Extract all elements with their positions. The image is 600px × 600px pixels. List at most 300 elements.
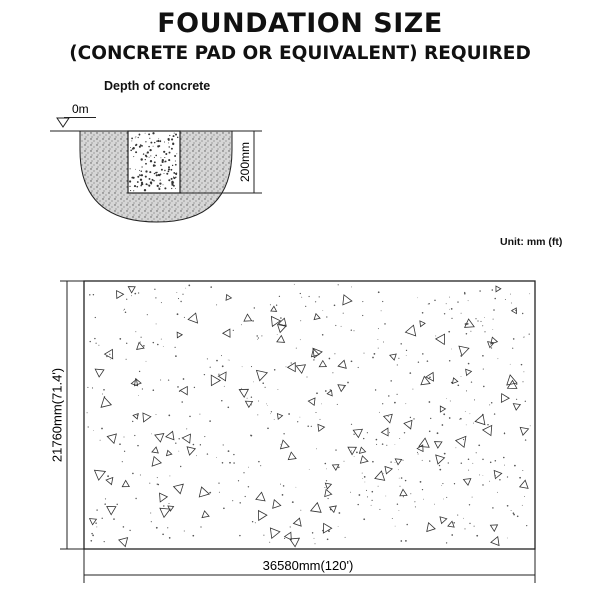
texture-dot: [189, 416, 191, 418]
texture-dot: [280, 317, 282, 319]
texture-dot: [519, 477, 521, 479]
texture-dot: [351, 450, 352, 451]
texture-dot: [228, 360, 229, 361]
texture-dot: [100, 440, 101, 441]
texture-dot: [296, 348, 297, 349]
texture-dot: [251, 366, 252, 367]
ground-level-label: 0m: [72, 102, 89, 116]
texture-dot: [397, 364, 398, 365]
texture-dot: [141, 337, 142, 338]
texture-dot: [282, 494, 284, 496]
texture-dot: [489, 481, 490, 482]
texture-dot: [216, 304, 217, 305]
texture-dot: [382, 443, 384, 445]
texture-dot: [252, 521, 253, 522]
texture-dot: [472, 463, 473, 464]
texture-dot: [309, 469, 310, 470]
texture-dot: [362, 315, 363, 316]
texture-dot: [494, 298, 496, 300]
texture-dot: [330, 389, 331, 390]
texture-dot: [376, 439, 378, 441]
texture-dot: [252, 320, 254, 322]
texture-dot: [443, 413, 445, 415]
texture-dot: [87, 412, 88, 413]
texture-dot: [400, 343, 401, 344]
texture-dot: [479, 290, 481, 292]
texture-dot: [463, 439, 464, 440]
texture-dot: [383, 342, 384, 343]
texture-dot: [439, 465, 440, 466]
texture-dot: [300, 339, 301, 340]
texture-dot: [492, 507, 494, 509]
texture-dot: [124, 437, 125, 438]
texture-dot: [126, 343, 127, 344]
texture-dot: [169, 475, 170, 476]
texture-dot: [338, 526, 339, 527]
texture-dot: [491, 347, 492, 348]
texture-dot: [429, 431, 431, 433]
texture-dot: [389, 432, 390, 433]
texture-dot: [372, 357, 374, 359]
depth-label: 200mm: [238, 141, 253, 183]
texture-dot: [388, 395, 389, 396]
texture-dot: [404, 432, 405, 433]
texture-dot: [253, 382, 254, 383]
texture-dot: [484, 331, 485, 332]
texture-dot: [103, 389, 105, 391]
texture-dot: [522, 313, 523, 314]
texture-dot: [324, 463, 326, 465]
texture-dot: [319, 296, 320, 297]
texture-dot: [427, 360, 429, 362]
texture-dot: [351, 424, 352, 425]
texture-dot: [422, 312, 424, 314]
texture-dot: [371, 505, 372, 506]
texture-dot: [155, 297, 156, 298]
texture-dot: [267, 405, 268, 406]
width-label: 36580mm(120'): [262, 558, 354, 573]
texture-dot: [417, 452, 418, 453]
texture-dot: [181, 401, 183, 403]
texture-dot: [366, 490, 367, 491]
texture-dot: [334, 353, 335, 354]
texture-dot: [446, 398, 447, 399]
texture-dot: [415, 506, 416, 507]
texture-dot: [429, 401, 431, 403]
texture-dot: [257, 414, 258, 415]
texture-dot: [204, 436, 205, 437]
texture-dot: [162, 533, 164, 535]
texture-dot: [507, 538, 508, 539]
texture-dot: [277, 389, 278, 390]
texture-dot: [523, 337, 524, 338]
texture-dot: [167, 527, 168, 528]
texture-dot: [232, 500, 233, 501]
texture-dot: [183, 378, 185, 380]
texture-dot: [157, 344, 159, 346]
texture-dot: [345, 537, 346, 538]
texture-dot: [193, 444, 195, 446]
texture-dot: [522, 470, 523, 471]
texture-dot: [526, 525, 527, 526]
texture-dot: [315, 412, 316, 413]
texture-dot: [381, 310, 382, 311]
texture-dot: [468, 470, 469, 471]
texture-dot: [305, 306, 306, 307]
texture-dot: [429, 460, 430, 461]
texture-dot: [248, 467, 249, 468]
texture-dot: [521, 364, 523, 366]
texture-dot: [465, 411, 466, 412]
texture-dot: [94, 338, 95, 339]
texture-dot: [374, 353, 376, 355]
texture-dot: [119, 338, 121, 340]
page-title: FOUNDATION SIZE: [157, 8, 443, 39]
texture-dot: [163, 505, 164, 506]
texture-dot: [463, 518, 464, 519]
texture-dot: [142, 388, 143, 389]
texture-dot: [277, 334, 278, 335]
texture-dot: [399, 486, 400, 487]
texture-dot: [283, 485, 285, 487]
texture-dot: [525, 439, 526, 440]
texture-dot: [422, 353, 424, 355]
texture-dot: [524, 496, 525, 497]
texture-dot: [401, 477, 403, 479]
texture-dot: [261, 335, 262, 336]
texture-dot: [399, 478, 400, 479]
texture-dot: [329, 358, 331, 360]
texture-dot: [453, 522, 455, 524]
texture-dot: [188, 285, 190, 287]
texture-dot: [406, 355, 407, 356]
texture-dot: [441, 485, 442, 486]
texture-dot: [262, 382, 264, 384]
texture-dot: [505, 299, 506, 300]
texture-dot: [490, 462, 492, 464]
texture-dot: [351, 330, 352, 331]
texture-dot: [88, 426, 89, 427]
texture-dot: [151, 521, 152, 522]
texture-dot: [351, 360, 353, 362]
texture-dot: [392, 518, 393, 519]
texture-dot: [313, 359, 314, 360]
texture-dot: [507, 476, 508, 477]
texture-dot: [288, 413, 290, 415]
texture-dot: [420, 481, 422, 483]
texture-dot: [122, 461, 123, 462]
texture-dot: [239, 502, 240, 503]
texture-dot: [461, 462, 462, 463]
texture-dot: [430, 418, 431, 419]
texture-dot: [222, 462, 224, 464]
texture-dot: [200, 444, 201, 445]
texture-dot: [143, 345, 145, 347]
texture-dot: [126, 299, 127, 300]
texture-dot: [468, 458, 470, 460]
texture-dot: [473, 423, 474, 424]
texture-dot: [359, 494, 361, 496]
texture-dot: [134, 435, 135, 436]
texture-dot: [222, 365, 224, 367]
texture-dot: [513, 514, 515, 516]
texture-dot: [461, 313, 462, 314]
texture-dot: [444, 313, 445, 314]
texture-dot: [516, 399, 517, 400]
texture-dot: [476, 452, 477, 453]
texture-dot: [119, 443, 121, 445]
texture-dot: [482, 484, 483, 485]
texture-dot: [227, 406, 229, 408]
texture-dot: [449, 297, 450, 298]
texture-dot: [422, 460, 423, 461]
texture-dot: [104, 541, 105, 542]
texture-dot: [91, 533, 92, 534]
texture-dot: [124, 451, 125, 452]
texture-dot: [322, 334, 324, 336]
texture-dot: [448, 331, 450, 333]
texture-dot: [446, 497, 447, 498]
texture-dot: [334, 304, 336, 306]
texture-dot: [470, 413, 471, 414]
texture-dot: [135, 498, 136, 499]
texture-dot: [316, 392, 318, 394]
texture-dot: [477, 320, 478, 321]
texture-dot: [443, 499, 444, 500]
texture-dot: [457, 515, 458, 516]
texture-dot: [513, 338, 515, 340]
texture-dot: [223, 444, 224, 445]
texture-dot: [482, 355, 484, 357]
texture-dot: [495, 460, 497, 462]
texture-dot: [258, 461, 260, 463]
texture-dot: [96, 526, 97, 527]
texture-dot: [469, 504, 470, 505]
texture-dot: [327, 538, 329, 540]
texture-dot: [258, 337, 259, 338]
texture-dot: [457, 384, 459, 386]
texture-dot: [363, 438, 364, 439]
texture-dot: [255, 522, 256, 523]
texture-dot: [104, 503, 106, 505]
texture-dot: [216, 360, 218, 362]
texture-dot: [478, 444, 480, 446]
texture-dot: [129, 530, 130, 531]
texture-dot: [254, 307, 255, 308]
texture-dot: [339, 512, 341, 514]
texture-dot: [484, 317, 485, 318]
texture-dot: [256, 335, 257, 336]
texture-dot: [132, 473, 134, 475]
texture-dot: [417, 297, 418, 298]
texture-dot: [399, 510, 400, 511]
texture-dot: [87, 387, 88, 388]
texture-dot: [396, 394, 397, 395]
texture-dot: [483, 369, 484, 370]
texture-dot: [482, 325, 483, 326]
texture-dot: [332, 372, 333, 373]
texture-dot: [210, 286, 212, 288]
texture-dot: [367, 432, 368, 433]
texture-dot: [469, 523, 470, 524]
texture-dot: [169, 537, 171, 539]
texture-dot: [414, 501, 415, 502]
texture-dot: [482, 459, 483, 460]
texture-dot: [243, 472, 244, 473]
texture-dot: [105, 498, 106, 499]
texture-dot: [140, 342, 141, 343]
texture-dot: [219, 492, 220, 493]
texture-dot: [357, 504, 358, 505]
texture-dot: [442, 424, 444, 426]
texture-dot: [308, 296, 309, 297]
texture-dot: [372, 491, 374, 493]
texture-dot: [514, 465, 516, 467]
texture-dot: [307, 425, 308, 426]
texture-dot: [434, 300, 435, 301]
texture-dot: [379, 509, 380, 510]
texture-dot: [394, 402, 396, 404]
texture-dot: [149, 483, 150, 484]
texture-dot: [338, 284, 339, 285]
texture-dot: [418, 361, 419, 362]
texture-dot: [422, 489, 423, 490]
texture-dot: [168, 379, 169, 380]
texture-dot: [116, 504, 117, 505]
texture-dot: [449, 360, 451, 362]
texture-dot: [439, 469, 441, 471]
texture-dot: [300, 510, 301, 511]
texture-dot: [522, 505, 523, 506]
texture-dot: [286, 366, 287, 367]
texture-dot: [522, 381, 523, 382]
texture-dot: [312, 532, 313, 533]
texture-dot: [464, 528, 465, 529]
texture-dot: [429, 303, 430, 304]
texture-dot: [175, 347, 176, 348]
texture-dot: [92, 535, 94, 537]
texture-dot: [283, 433, 284, 434]
texture-dot: [280, 444, 281, 445]
texture-dot: [335, 449, 336, 450]
texture-dot: [444, 453, 446, 455]
page-subtitle: (CONCRETE PAD OR EQUIVALENT) REQUIRED: [69, 43, 531, 64]
texture-dot: [90, 341, 91, 342]
texture-dot: [390, 380, 392, 382]
texture-dot: [147, 314, 148, 315]
texture-dot: [529, 293, 530, 294]
texture-dot: [102, 518, 103, 519]
texture-dot: [475, 318, 476, 319]
texture-dot: [405, 480, 406, 481]
texture-dot: [476, 535, 478, 537]
texture-dot: [516, 384, 517, 385]
texture-dot: [265, 387, 266, 388]
texture-dot: [238, 480, 239, 481]
texture-dot: [224, 386, 225, 387]
texture-dot: [344, 461, 345, 462]
texture-dot: [93, 294, 94, 295]
texture-dot: [161, 339, 162, 340]
texture-dot: [95, 522, 97, 524]
texture-dot: [429, 376, 431, 378]
texture-dot: [390, 461, 391, 462]
texture-dot: [221, 400, 222, 401]
texture-dot: [446, 303, 447, 304]
texture-dot: [446, 542, 447, 543]
texture-dot: [153, 342, 154, 343]
texture-dot: [479, 474, 480, 475]
texture-dot: [338, 466, 340, 468]
texture-dot: [204, 374, 205, 375]
texture-dot: [184, 530, 185, 531]
texture-dot: [456, 447, 457, 448]
texture-dot: [248, 486, 249, 487]
texture-dot: [96, 509, 97, 510]
texture-dot: [209, 492, 211, 494]
texture-dot: [371, 500, 372, 501]
texture-dot: [493, 309, 495, 311]
texture-dot: [123, 310, 124, 311]
texture-dot: [290, 526, 291, 527]
texture-dot: [388, 416, 389, 417]
texture-dot: [324, 487, 325, 488]
texture-dot: [138, 395, 139, 396]
texture-dot: [292, 501, 294, 503]
texture-dot: [175, 443, 176, 444]
texture-dot: [466, 390, 467, 391]
texture-dot: [449, 417, 451, 419]
texture-dot: [90, 540, 92, 542]
texture-dot: [365, 482, 366, 483]
texture-dot: [177, 313, 179, 315]
texture-dot: [132, 421, 133, 422]
texture-dot: [93, 430, 94, 431]
texture-dot: [176, 292, 177, 293]
texture-dot: [403, 496, 404, 497]
texture-dot: [466, 425, 467, 426]
texture-dot: [200, 526, 201, 527]
texture-dot: [363, 518, 365, 520]
texture-dot: [406, 524, 408, 526]
texture-dot: [367, 496, 368, 497]
texture-dot: [150, 512, 151, 513]
texture-dot: [233, 462, 235, 464]
texture-dot: [113, 518, 115, 520]
texture-dot: [437, 432, 439, 434]
texture-dot: [400, 540, 402, 542]
texture-dot: [504, 465, 505, 466]
texture-dot: [241, 324, 242, 325]
texture-dot: [233, 454, 234, 455]
texture-dot: [266, 404, 267, 405]
texture-dot: [434, 504, 435, 505]
texture-dot: [175, 355, 177, 357]
texture-dot: [245, 496, 246, 497]
texture-dot: [161, 302, 162, 303]
texture-dot: [382, 301, 383, 302]
texture-dot: [483, 386, 485, 388]
texture-dot: [101, 428, 103, 430]
texture-dot: [184, 317, 185, 318]
texture-dot: [423, 499, 424, 500]
texture-dot: [378, 291, 380, 293]
texture-dot: [524, 337, 525, 338]
texture-dot: [449, 309, 450, 310]
texture-dot: [364, 476, 366, 478]
texture-dot: [258, 401, 259, 402]
texture-dot: [474, 399, 475, 400]
